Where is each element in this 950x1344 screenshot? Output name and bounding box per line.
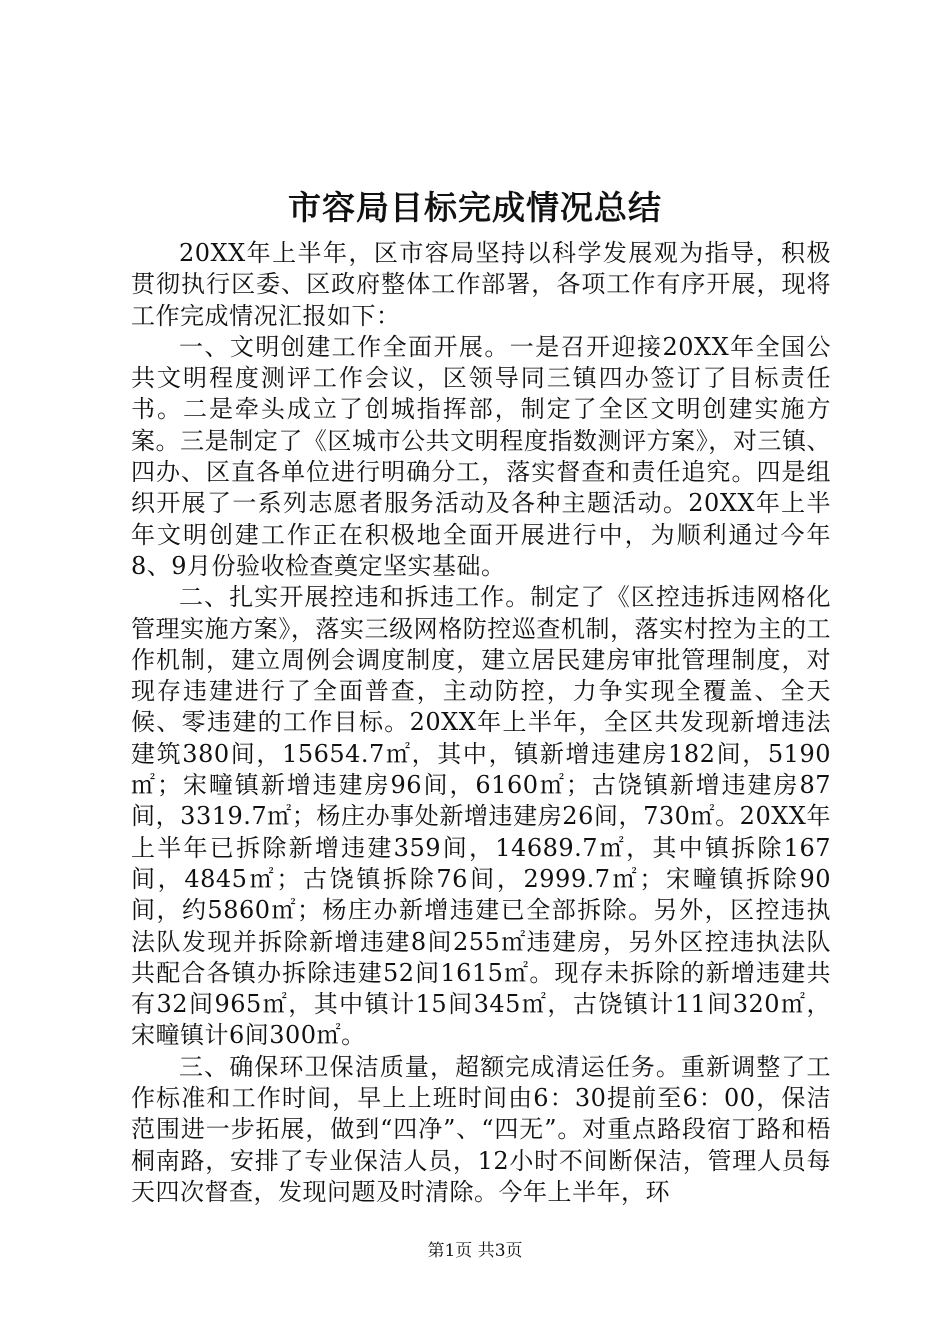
paragraph-sanitation: 三、确保环卫保洁质量，超额完成清运任务。重新调整了工作标准和工作时间，早上上班时间由6：30提前至6：00，保洁范围进一步拓展，做到“四净”、“四无”。对重点路段宿丁路和梧桐南路，安排了专业保洁人员，12小时不间断保洁，管理人员每天四次督查，发现问题及时清除。今年上半年，环: [131, 1052, 831, 1206]
document-title: 市容局目标完成情况总结: [288, 188, 662, 227]
paragraph-intro: 20XX年上半年，区市容局坚持以科学发展观为指导，积极贯彻执行区委、区政府整体工作部署，各项工作有序开展，现将工作完成情况汇报如下：: [131, 239, 831, 330]
document-body: [131, 238, 831, 1208]
paragraph-civilization: 一、文明创建工作全面开展。一是召开迎接20XX年全国公共文明程度测评工作会议，区领导同三镇四办签订了目标责任书。二是牵头成立了创城指挥部，制定了全区文明创建实施方案。三是制定了《区城市公共文明程度指数测评方案》，对三镇、四办、区直各单位进行明确分工，落实督查和责任追究。四是组织开展了一系列志愿者服务活动及各种主题活动。20XX年上半年文明创建工作正在积极地全面开展进行中，为顺利通过今年8、9月份验收检查奠定坚实基础。: [131, 332, 831, 580]
paragraph-illegal-construction: 二、扎实开展控违和拆违工作。制定了《区控违拆违网格化管理实施方案》，落实三级网格防控巡查机制，落实村控为主的工作机制，建立周例会调度制度，建立居民建房审批管理制度，对现存违建进行了全面普查，主动防控，力争实现全覆盖、全天候、零违建的工作目标。20XX年上半年，全区共发现新增违法建筑380间，15654.7㎡，其中，镇新增违建房182间，5190㎡；宋疃镇新增违建房96间，6160㎡；古饶镇新增违建房87间，3319.7㎡；杨庄办事处新增违建房26间，730㎡。20XX年上半年已拆除新增违建359间，14689.7㎡，其中镇拆除167间，4845㎡；古饶镇拆除76间，2999.7㎡；宋疃镇拆除90间，约5860㎡；杨庄办新增违建已全部拆除。另外，区控违执法队发现并拆除新增违建8间255㎡违建房，另外区控违执法队共配合各镇办拆除违建52间1615㎡。现存未拆除的新增违建共有32间965㎡，其中镇计15间345㎡，古饶镇计11间320㎡，宋疃镇计6间300㎡。: [131, 583, 831, 1050]
page-footer: 第1页 共3页: [427, 1241, 523, 1261]
